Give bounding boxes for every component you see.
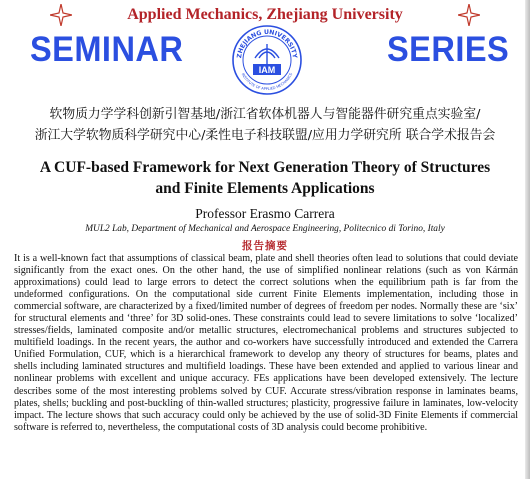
seminar-word: SEMINAR <box>30 30 184 69</box>
talk-title <box>0 157 530 199</box>
page-edge-shadow <box>525 0 530 479</box>
speaker-name: Professor Erasmo Carrera <box>195 206 335 221</box>
header-title: Applied Mechanics, Zhejiang University <box>127 6 403 23</box>
iam-emblem-logo <box>231 24 303 96</box>
emblem-ring-top: ZHEJIANG UNIVERSITY <box>236 28 298 59</box>
abstract-heading: 报告摘要 <box>242 240 288 252</box>
talk-title-line-2: and Finite Elements Applications <box>155 180 375 197</box>
series-word: SERIES <box>387 30 510 69</box>
emblem-center-text: IAM <box>258 65 276 75</box>
talk-title-line-1: A CUF-based Framework for Next Generation Theory of Structures <box>39 159 491 176</box>
abstract-body: It is a well-known fact that assumptions of classical beam, plate and shell theories often lead to solutions that could deviate significantly from the exact ones. On the other hand, the use of simplified nonlinear relations (such as von Kármán approximations) could lead to large errors to detect the correct solutions when the equilibrium path is far from the undeformed configurations. On the computational side current Finite Elements implementation, including those in commercial software, are characterized by a fixed/limited number of degrees of freedom per nodes. Normally these are ‘six’ for structural elements and ‘three’ for 3D solid-ones. These constraints could lead to severe limitations to solve ‘localized’ stresses/fields, laminated composite and/or metallic structures, electromechanical problems and structures subjected to multifield loadings. In the recent years, the author and co-workers have successfully introduced and extended the Carrera Unified Formulation, CUF, which is a hierarchical framework to develop any theory of structures for beams, plates and shells including laminated structures and multifield loadings. These have been extended and applied to various linear and nonlinear problems with excellent and unique accuracy. FEs applications have been developed extensively. The lecture describes some of the most interesting problems solved by CUF. Accurate stress/vibration response in laminates beams, plates, shells; buckling and post-buckling of thin-walled structures; plasticity, progressive failure in laminates, low-velocity impact. The lecture shows that such accuracy could only be achieved by the use of solid-3D Finite Elements if commercial software is referred to, nevertheless, the computational costs of 3D analysis could become prohibitive. <box>14 253 518 433</box>
emblem-ring-bottom: INSTITUTE OF APPLIED MECHANICS <box>240 72 294 92</box>
organizers-line-1: 软物质力学学科创新引智基地/浙江省软体机器人与智能器件研究重点实验室/ <box>49 107 481 122</box>
organizers-line-2: 浙江大学软物质科学研究中心/柔性电子科技联盟/应用力学研究所 联合学术报告会 <box>34 128 496 143</box>
speaker-affiliation: MUL2 Lab, Department of Mechanical and Aerospace Engineering, Politecnico di Torino, Italy <box>85 224 445 234</box>
